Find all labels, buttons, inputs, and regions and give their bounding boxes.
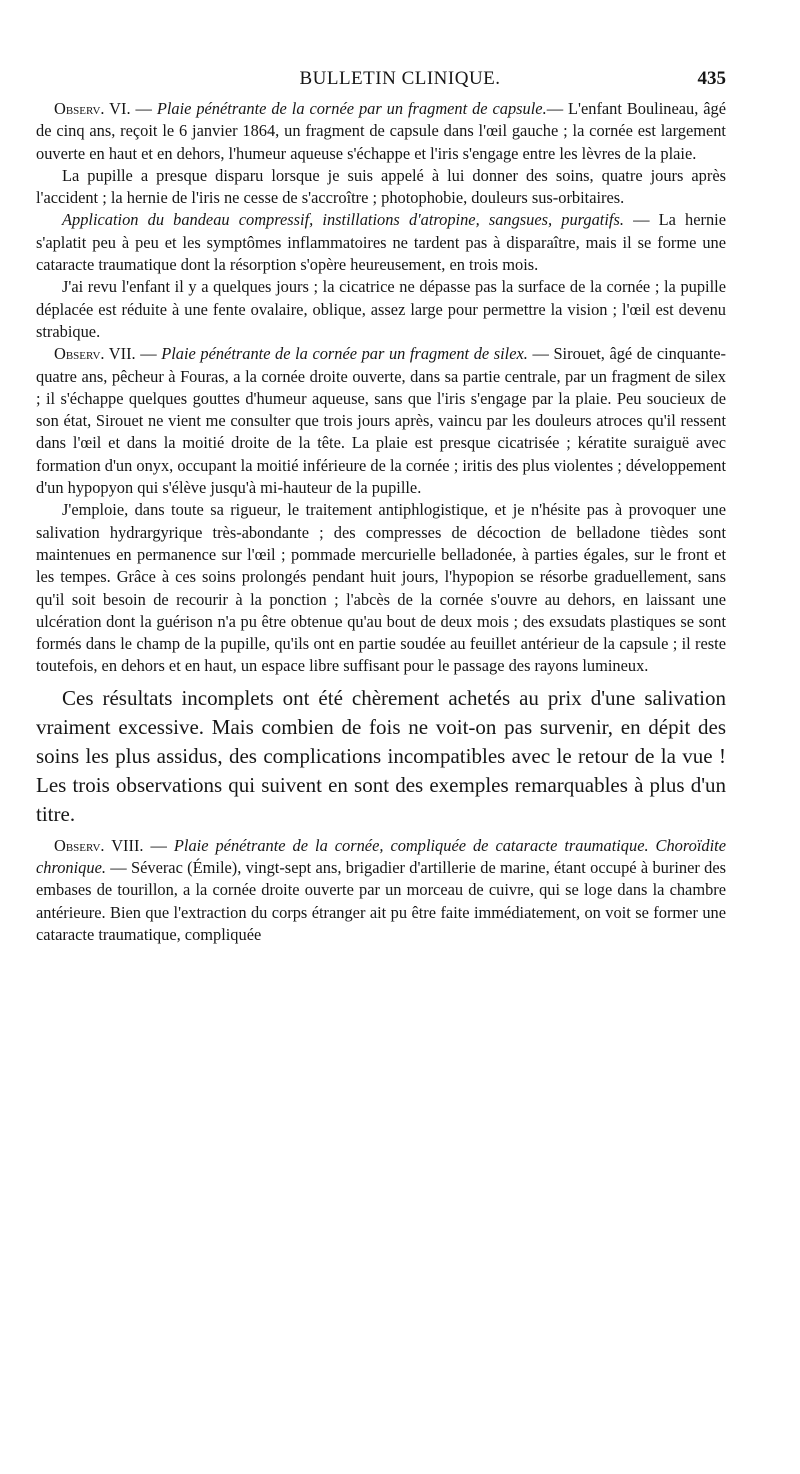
obs6-paragraph-2: La pupille a presque disparu lorsque je suis appelé à lui donner des soins, quatre jours après l'accident ; la hernie de l'iris ne cesse de s'accroître ; photophobie, douleurs sus-orbitaires. xyxy=(36,165,726,208)
obs6-treatment: Application du bandeau compressif, instillations d'atropine, sangsues, purgatifs. xyxy=(62,210,624,230)
obs8-paragraph-1 xyxy=(36,835,726,946)
obs7-dash: — xyxy=(135,344,162,364)
obs8-title: Plaie pénétrante de la cornée, compliquée de cataracte traumatique. Choroïdite chronique. xyxy=(36,835,726,878)
obs7-label: Observ. VII. xyxy=(54,344,136,364)
observation-8 xyxy=(36,835,726,946)
obs6-paragraph-3 xyxy=(36,209,726,276)
obs6-paragraph-4: J'ai revu l'enfant il y a quelques jours ; la cicatrice ne dépasse pas la surface de la cornée ; la pupille déplacée est réduite à une fente ovalaire, oblique, assez large pour permettre la vision ; l'œil est devenu strabique. xyxy=(36,277,726,341)
obs6-paragraph-1 xyxy=(36,98,726,165)
obs7-paragraph-2: J'emploie, dans toute sa rigueur, le traitement antiphlogistique, et je n'hésite pas à provoquer une salivation hydrargyrique très-abondante ; des compresses de décoction de belladone tièdes sont maintenues en permanence sur l'œil ; pommade mercurielle belladonée, à parties égales, sur le front et les tempes. Grâce à ces soins prolongés pendant huit jours, l'hypopion se résorbe graduellement, sans qu'il soit besoin de recourir à la ponction ; l'abcès de la cornée s'ouvre au dehors, en laissant une ulcération dont la guérison n'a pu être obtenue qu'au bout de deux mois ; des exsudats plastiques se sont formés dans le champ de la pupille, qu'ils ont en partie soudée au feuillet antérieur de la capsule ; il reste toutefois, en dehors et en haut, un espace libre suffisant pour le passage des rayons lumineux. xyxy=(36,500,726,676)
obs8-label: Observ. VIII. xyxy=(54,835,144,855)
page-header xyxy=(0,64,800,94)
obs6-dash: — xyxy=(130,99,157,118)
obs6-outcome: — La hernie s'aplatit peu à peu et les symptômes inflammatoires ne tardent pas à disparaître, mais il se forme une cataracte traumatique dont la résorption s'opère heureusement, en trois mois. xyxy=(36,210,726,275)
obs6-text: — L'enfant Boulineau, âgé de cinq ans, reçoit le 6 janvier 1864, un fragment de capsule dans l'œil gauche ; la cornée est largement ouverte en haut et en dehors, l'humeur aqueuse s'échappe et l'iris s'engage entre les lèvres de la plaie. xyxy=(36,99,727,163)
running-title: BULLETIN CLINIQUE. xyxy=(299,68,501,89)
commentary-paragraph: Ces résultats incomplets ont été chèrement achetés au prix d'une salivation vraiment excessive. Mais combien de fois ne voit-on pas survenir, en dépit des soins les plus assidus, des complications incompatibles avec le retour de la vue ! Les trois observations qui suivent en sont des exemples remarquables à plus d'un titre. xyxy=(36,685,726,826)
obs8-dash: — xyxy=(143,835,174,855)
observation-7 xyxy=(36,343,726,677)
obs6-title: Plaie pénétrante de la cornée par un fragment de capsule. xyxy=(156,99,547,118)
obs7-paragraph-1 xyxy=(36,343,726,499)
obs6-label: Observ. VI. xyxy=(54,99,131,118)
obs7-text: — Sirouet, âgé de cinquante-quatre ans, pêcheur à Fouras, a la cornée droite ouverte, dans sa partie centrale, par un fragment de silex ; il s'échappe quelques gouttes d'humeur aqueuse, sans que l'iris s'engage par la plaie. Peu soucieux de son état, Sirouet ne vient me consulter que trois jours après, vaincu par les douleurs atroces qu'il ressent dans l'œil et dans la moitié droite de la tête. La plaie est presque cicatrisée ; kératite suraiguë avec formation d'un onyx, occupant la moitié inférieure de la cornée ; iritis des plus violentes ; développement d'un hypopyon qui s'élève jusqu'à mi-hauteur de la pupille. xyxy=(36,344,727,498)
page-body xyxy=(36,98,726,946)
page-number: 435 xyxy=(697,68,726,89)
commentary xyxy=(36,684,726,829)
observation-6 xyxy=(36,98,726,343)
obs8-text: — Séverac (Émile), vingt-sept ans, brigadier d'artillerie de marine, étant occupé à buriner des embases de tourillon, a la cornée droite ouverte par un morceau de cuivre, qui se loge dans la chambre antérieure. Bien que l'extraction du corps étranger ait pu être faite immédiatement, on voit se former une cataracte traumatique, compliquée xyxy=(36,858,726,944)
obs7-title: Plaie pénétrante de la cornée par un fragment de silex. xyxy=(161,344,528,364)
